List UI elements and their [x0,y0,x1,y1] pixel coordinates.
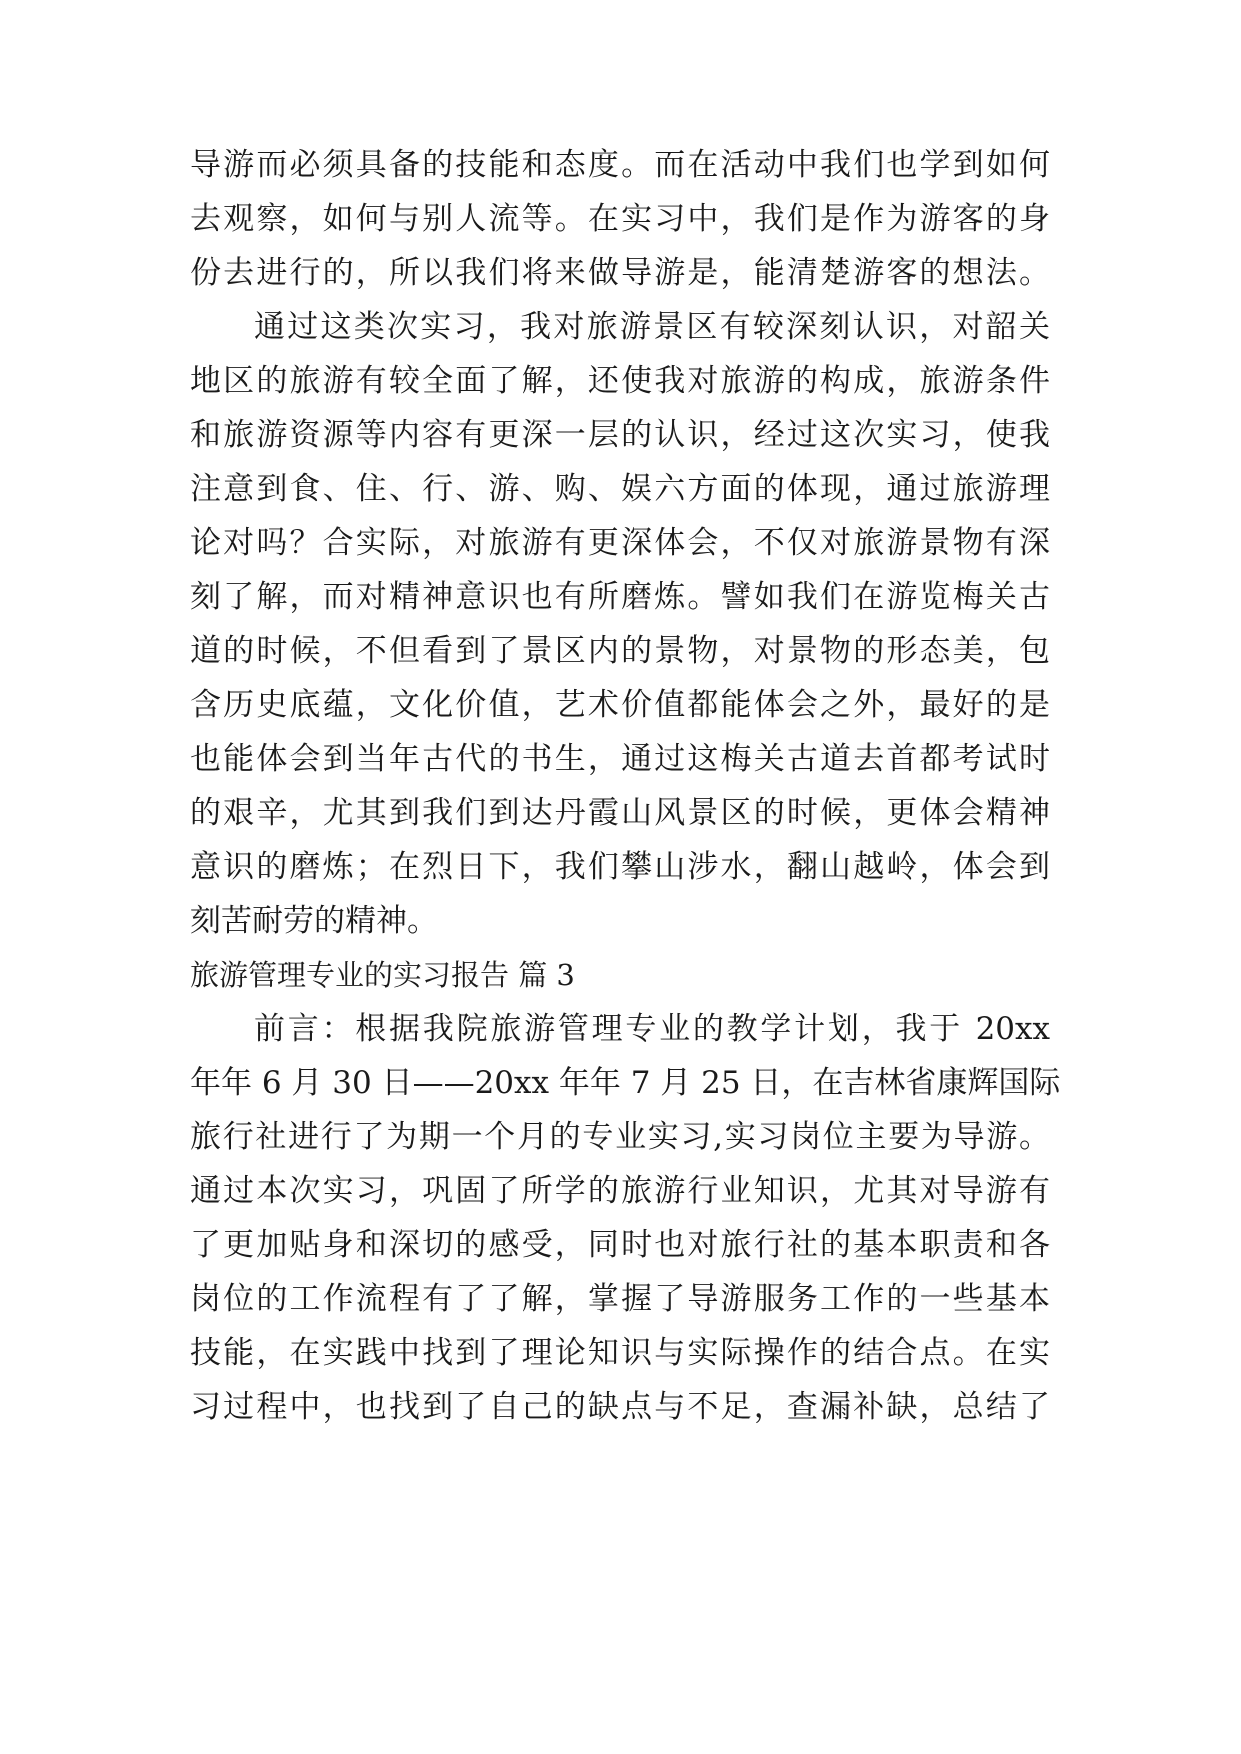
text-line: 导游而必须具备的技能和态度。而在活动中我们也学到如何 [190,147,1050,183]
section-heading: 旅游管理专业的实习报告 篇 3 [190,958,575,992]
text-line: 刻了解，而对精神意识也有所磨炼。譬如我们在游览梅关古 [190,579,1050,615]
text-line: 前言：根据我院旅游管理专业的教学计划，我于 20xx [254,1011,1050,1047]
text-line: 通过本次实习，巩固了所学的旅游行业知识，尤其对导游有 [190,1173,1050,1209]
text-line: 习过程中，也找到了自己的缺点与不足，查漏补缺，总结了 [190,1389,1050,1425]
text-line: 道的时候，不但看到了景区内的景物，对景物的形态美，包 [190,633,1050,669]
text-line: 也能体会到当年古代的书生，通过这梅关古道去首都考试时 [190,741,1050,777]
text-line: 的艰辛，尤其到我们到达丹霞山风景区的时候，更体会精神 [190,795,1050,831]
text-line: 通过这类次实习，我对旅游景区有较深刻认识，对韶关 [254,309,1050,345]
text-line: 意识的磨炼；在烈日下，我们攀山涉水，翻山越岭，体会到 [190,849,1050,885]
text-line: 含历史底蕴，文化价值，艺术价值都能体会之外，最好的是 [190,687,1050,723]
text-line: 刻苦耐劳的精神。 [190,903,438,939]
text-line: 论对吗？合实际，对旅游有更深体会，不仅对旅游景物有深 [190,525,1050,561]
text-line: 年年 6 月 30 日——20xx 年年 7 月 25 日，在吉林省康辉国际 [190,1065,1061,1101]
text-line: 旅行社进行了为期一个月的专业实习,实习岗位主要为导游。 [190,1119,1050,1155]
text-line: 技能，在实践中找到了理论知识与实际操作的结合点。在实 [190,1335,1050,1371]
text-line: 份去进行的，所以我们将来做导游是，能清楚游客的想法。 [190,255,1050,291]
text-line: 地区的旅游有较全面了解，还使我对旅游的构成，旅游条件 [190,363,1050,399]
text-line: 和旅游资源等内容有更深一层的认识，经过这次实习，使我 [190,417,1050,453]
text-line: 注意到食、住、行、游、购、娱六方面的体现，通过旅游理 [190,471,1050,507]
text-line: 去观察，如何与别人流等。在实习中，我们是作为游客的身 [190,201,1050,237]
text-line: 岗位的工作流程有了了解，掌握了导游服务工作的一些基本 [190,1281,1050,1317]
text-line: 了更加贴身和深切的感受，同时也对旅行社的基本职责和各 [190,1227,1050,1263]
